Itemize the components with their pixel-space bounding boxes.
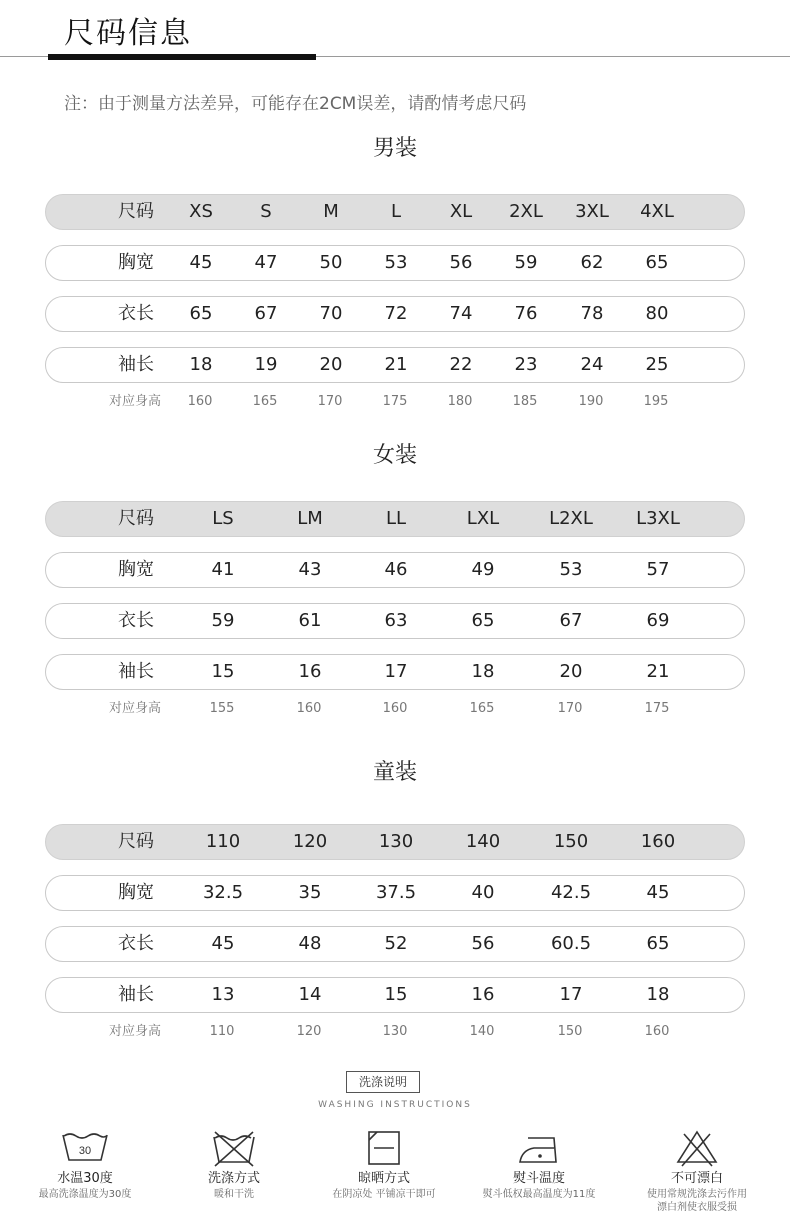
table-cell: 59 [211, 610, 235, 631]
table-cell: 52 [384, 933, 408, 954]
table-cell: 46 [384, 559, 408, 580]
wash-temp-number: 30 [78, 1145, 92, 1157]
table-cell: 67 [254, 303, 278, 324]
table-cell: 35 [298, 882, 322, 903]
table-cell: 13 [211, 984, 235, 1005]
section-title-kids: 童装 [372, 760, 417, 785]
section-title-men: 男装 [372, 136, 417, 161]
table-cell: 59 [514, 252, 538, 273]
table-cell: 32.5 [202, 882, 244, 903]
height-cell: 175 [382, 394, 408, 409]
table-cell: 65 [646, 933, 670, 954]
men-sleeve-row [45, 347, 745, 383]
table-cell: 21 [646, 661, 670, 682]
height-cell: 195 [643, 394, 669, 409]
section-title-women: 女装 [372, 443, 417, 468]
table-cell: 74 [449, 303, 473, 324]
men-size-header-row [45, 194, 745, 230]
height-cell: 120 [296, 1024, 322, 1039]
table-cell: L3XL [636, 508, 680, 529]
height-cell: 190 [578, 394, 604, 409]
table-cell: 53 [384, 252, 408, 273]
table-cell: 150 [553, 831, 589, 852]
care-desc: 在阴凉处 平铺凉干即可 [332, 1189, 436, 1200]
height-cell: 160 [187, 394, 213, 409]
men-length-row [45, 296, 745, 332]
table-cell: 70 [319, 303, 343, 324]
women-sleeve-row [45, 654, 745, 690]
care-desc: 使用常规洗涤去污作用 [647, 1189, 747, 1200]
table-cell: 56 [471, 933, 495, 954]
row-label: 袖长 [118, 661, 154, 682]
table-cell: 78 [580, 303, 604, 324]
row-label: 胸宽 [118, 882, 154, 903]
row-label: 袖长 [118, 984, 154, 1005]
height-cell: 160 [382, 701, 408, 716]
table-cell: 16 [298, 661, 322, 682]
table-cell: L [390, 201, 402, 222]
women-length-row [45, 603, 745, 639]
row-label: 衣长 [118, 933, 154, 954]
height-cell: 130 [382, 1024, 408, 1039]
care-title: 水温30度 [57, 1171, 113, 1186]
care-title: 不可漂白 [670, 1171, 723, 1186]
height-cell: 160 [644, 1024, 670, 1039]
height-cell: 160 [296, 701, 322, 716]
height-cell: 185 [512, 394, 538, 409]
washing-title: 洗涤说明 [346, 1071, 420, 1093]
height-cell: 165 [469, 701, 495, 716]
table-cell: XL [449, 201, 473, 222]
table-cell: 20 [559, 661, 583, 682]
table-cell: 130 [378, 831, 414, 852]
table-cell: 19 [254, 354, 278, 375]
kids-chest-row [45, 875, 745, 911]
table-cell: 76 [514, 303, 538, 324]
table-cell: 25 [645, 354, 669, 375]
table-cell: 62 [580, 252, 604, 273]
row-label: 尺码 [118, 201, 154, 222]
table-cell: 15 [211, 661, 235, 682]
men-chest-row [45, 245, 745, 281]
table-cell: 21 [384, 354, 408, 375]
page-title: 尺码信息 [64, 16, 192, 51]
height-cell: 165 [252, 394, 278, 409]
women-height-row [45, 699, 743, 719]
care-title: 洗涤方式 [207, 1171, 260, 1186]
height-cell: 170 [317, 394, 343, 409]
table-cell: 53 [559, 559, 583, 580]
table-cell: XS [189, 201, 213, 222]
table-cell: 17 [384, 661, 408, 682]
care-item-drying [314, 1128, 454, 1201]
kids-length-row [45, 926, 745, 962]
height-cell: 155 [209, 701, 235, 716]
care-item-water-temp [15, 1128, 155, 1201]
height-cell: 170 [557, 701, 583, 716]
table-cell: 3XL [575, 201, 609, 222]
table-cell: 15 [384, 984, 408, 1005]
table-cell: 57 [646, 559, 670, 580]
table-cell: 69 [646, 610, 670, 631]
row-label: 衣长 [118, 610, 154, 631]
dry-in-shade-icon [359, 1128, 409, 1168]
table-cell: 18 [189, 354, 213, 375]
care-desc-line2: 漂白剂使衣服受损 [657, 1202, 737, 1213]
kids-height-row [45, 1022, 743, 1042]
row-label: 胸宽 [118, 252, 154, 273]
table-cell: 45 [646, 882, 670, 903]
row-label: 袖长 [118, 354, 154, 375]
table-cell: 50 [319, 252, 343, 273]
row-label: 胸宽 [118, 559, 154, 580]
height-cell: 150 [557, 1024, 583, 1039]
no-bleach-icon [672, 1128, 722, 1168]
table-cell: 63 [384, 610, 408, 631]
table-cell: 110 [205, 831, 241, 852]
iron-low-icon [514, 1128, 564, 1168]
table-cell: 18 [471, 661, 495, 682]
table-cell: 18 [646, 984, 670, 1005]
women-size-header-row [45, 501, 745, 537]
washing-subtitle: WASHING INSTRUCTIONS [318, 1100, 472, 1110]
table-cell: 16 [471, 984, 495, 1005]
header-underline-bar [48, 54, 316, 60]
table-cell: LS [212, 508, 234, 529]
table-cell: 43 [298, 559, 322, 580]
table-cell: 60.5 [550, 933, 592, 954]
table-cell: 4XL [640, 201, 674, 222]
table-cell: LXL [466, 508, 500, 529]
row-label: 尺码 [118, 508, 154, 529]
row-label: 衣长 [118, 303, 154, 324]
height-cell: 175 [644, 701, 670, 716]
table-cell: 42.5 [550, 882, 592, 903]
table-cell: S [260, 201, 272, 222]
table-cell: 45 [211, 933, 235, 954]
table-cell: 24 [580, 354, 604, 375]
table-cell: 65 [645, 252, 669, 273]
table-cell: 65 [471, 610, 495, 631]
height-label: 对应身高 [108, 394, 161, 409]
care-item-wash-method [164, 1128, 304, 1201]
no-wash-icon [209, 1128, 259, 1168]
care-desc: 熨斗低权最高温度为11度 [482, 1189, 596, 1200]
table-cell: 41 [211, 559, 235, 580]
table-cell: 56 [449, 252, 473, 273]
table-cell: 45 [189, 252, 213, 273]
care-title: 熨斗温度 [512, 1171, 565, 1186]
table-cell: 160 [640, 831, 676, 852]
table-cell: 48 [298, 933, 322, 954]
table-cell: 65 [189, 303, 213, 324]
table-cell: 49 [471, 559, 495, 580]
table-cell: 120 [292, 831, 328, 852]
care-title: 晾晒方式 [357, 1171, 410, 1186]
table-cell: 61 [298, 610, 322, 631]
height-cell: 180 [447, 394, 473, 409]
table-cell: 80 [645, 303, 669, 324]
women-chest-row [45, 552, 745, 588]
table-cell: 17 [559, 984, 583, 1005]
height-cell: 140 [469, 1024, 495, 1039]
table-cell: LL [385, 508, 407, 529]
height-cell: 110 [209, 1024, 235, 1039]
table-cell: 20 [319, 354, 343, 375]
table-cell: 2XL [509, 201, 543, 222]
table-cell: M [323, 201, 339, 222]
height-label: 对应身高 [108, 1024, 161, 1039]
table-cell: LM [297, 508, 323, 529]
table-cell: 23 [514, 354, 538, 375]
size-note: 注：由于测量方法差异，可能存在2CM误差，请酌情考虑尺码 [64, 94, 527, 114]
care-item-no-bleach [627, 1128, 767, 1214]
table-cell: 140 [465, 831, 501, 852]
care-desc: 最高洗涤温度为30度 [38, 1189, 132, 1200]
table-cell: 72 [384, 303, 408, 324]
care-desc: 暖和干洗 [214, 1189, 254, 1200]
kids-sleeve-row [45, 977, 745, 1013]
table-cell: 14 [298, 984, 322, 1005]
table-cell: 22 [449, 354, 473, 375]
table-cell: 37.5 [375, 882, 417, 903]
table-cell: L2XL [549, 508, 593, 529]
kids-size-header-row [45, 824, 745, 860]
height-label: 对应身高 [108, 701, 161, 716]
men-height-row [45, 392, 743, 412]
table-cell: 47 [254, 252, 278, 273]
care-item-iron [469, 1128, 609, 1201]
wash-tub-30-icon [60, 1128, 110, 1168]
row-label: 尺码 [118, 831, 154, 852]
table-cell: 67 [559, 610, 583, 631]
table-cell: 40 [471, 882, 495, 903]
